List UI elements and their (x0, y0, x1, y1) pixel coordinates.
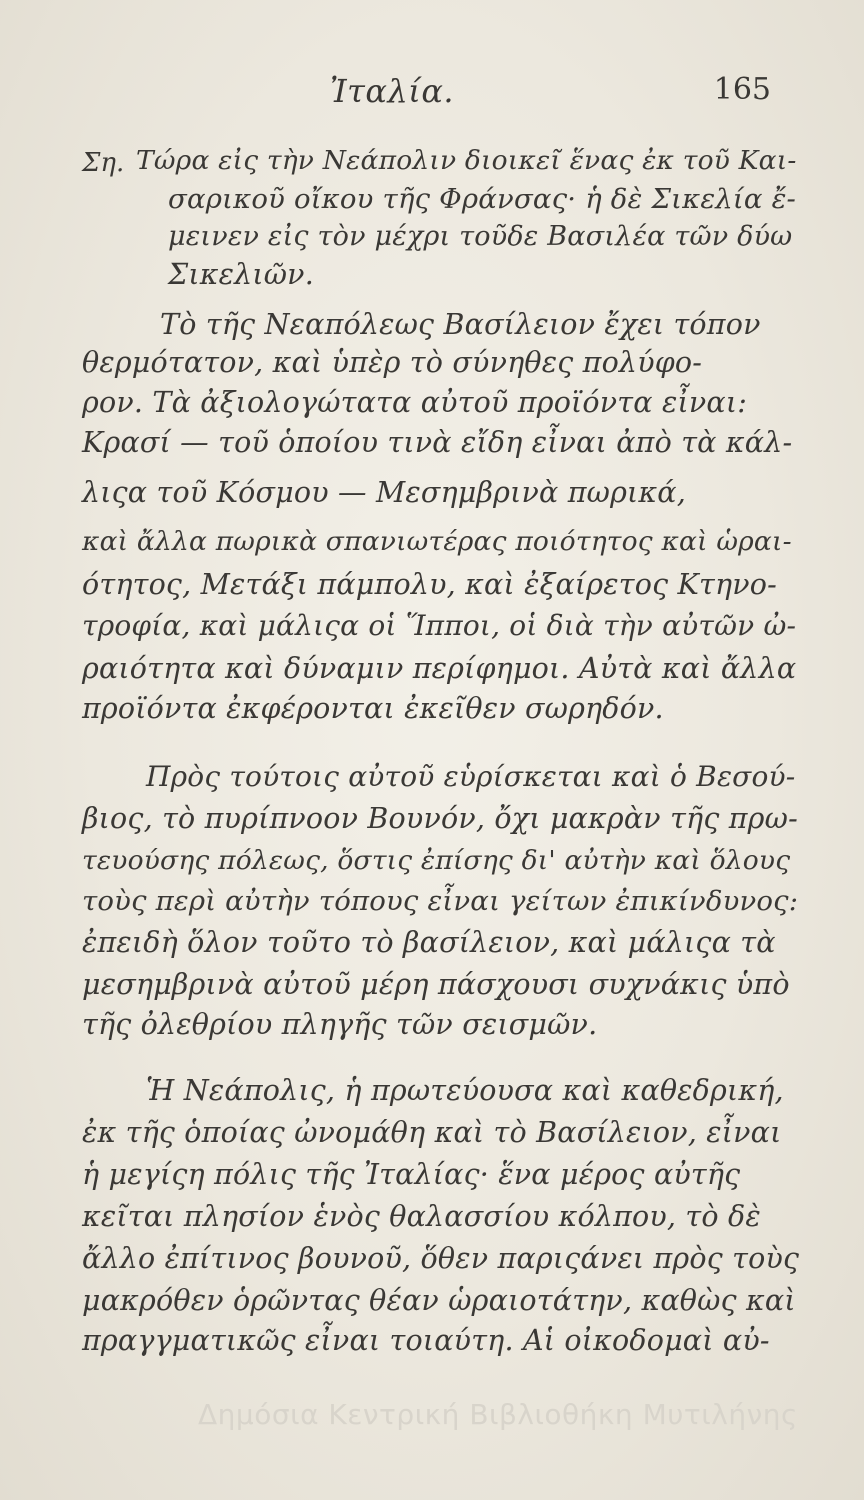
text-line: Τὸ τῆς Νεαπόλεως Βασίλειον ἔχει τόπον (160, 308, 761, 341)
text-line: ότητος, Μετάξι πάμπολυ, καὶ ἐξαίρετος Κτηνο- (82, 568, 777, 601)
text-line: Ἡ Νεάπολις, ἡ πρωτεύουσα καὶ καθεδρική, (146, 1074, 784, 1107)
text-line: Πρὸς τούτοις αὐτοῦ εὑρίσκεται καὶ ὁ Βεσού- (146, 760, 796, 793)
text-line: ἐπειδὴ ὅλον τοῦτο τὸ βασίλειον, καὶ μάλιςα τὰ (82, 926, 776, 959)
text-line: τῆς ὀλεθρίου πληγῆς τῶν σεισμῶν. (82, 1008, 598, 1041)
text-line: λιςα τοῦ Κόσμου — Μεσημβρινὰ πωρικά, (82, 476, 687, 509)
running-head-title: Ἰταλία. (330, 72, 455, 110)
text-line: βιος, τὸ πυρίπνοον Βουνόν, ὄχι μακρὰν τῆς πρω- (82, 802, 798, 835)
text-line: Τώρα εἰς τὴν Νεάπολιν διοικεῖ ἕνας ἐκ τοῦ Και- (136, 145, 797, 176)
text-line: ἄλλο ἐπίτινος βουνοῦ, ὅθεν παριςάνει πρὸς τοὺς (82, 1242, 800, 1275)
text-line: τευούσης πόλεως, ὅστις ἐπίσης δι' αὐτὴν καὶ ὅλους (82, 845, 791, 876)
text-line: καὶ ἄλλα πωρικὰ σπανιωτέρας ποιότητος καὶ ὡραι- (82, 526, 792, 557)
text-line: Κρασί — τοῦ ὁποίου τινὰ εἴδη εἶναι ἀπὸ τὰ κάλ- (82, 426, 793, 459)
page-number: 165 (713, 72, 771, 107)
text-line: μακρόθεν ὁρῶντας θέαν ὡραιοτάτην, καθὼς καὶ (82, 1284, 796, 1317)
text-line: ραιότητα καὶ δύναμιν περίφημοι. Αὐτὰ καὶ ἄλλα (82, 652, 797, 685)
text-line: ἡ μεγίςη πόλις τῆς Ἰταλίας· ἕνα μέρος αὐτῆς (82, 1158, 741, 1191)
text-line: πραγγματικῶς εἶναι τοιαύτη. Αἱ οἰκοδομαὶ αὐ- (82, 1324, 770, 1357)
text-line: μεινεν εἰς τὸν μέχρι τοῦδε Βασιλέα τῶν δύω (168, 221, 793, 252)
text-line: τροφία, καὶ μάλιςα οἱ Ἵπποι, οἱ διὰ τὴν αὐτῶν ὠ- (82, 609, 797, 642)
text-line: θερμότατον, καὶ ὑπὲρ τὸ σύνηθες πολύφο- (82, 346, 703, 379)
text-line: μεσημβρινὰ αὐτοῦ μέρη πάσχουσι συχνάκις ὑπὸ (82, 968, 790, 1001)
text-line: Σικελιῶν. (168, 258, 314, 291)
text-line: ἐκ τῆς ὁποίας ὠνομάθη καὶ τὸ Βασίλειον, εἶναι (82, 1116, 782, 1149)
text-line: προϊόντα ἐκφέρονται ἐκεῖθεν σωρηδόν. (82, 692, 664, 725)
speaker-label: Ση. (82, 148, 125, 178)
text-line: τοὺς περὶ αὐτὴν τόπους εἶναι γείτων ἐπικίνδυνος: (82, 885, 799, 917)
text-line: κεῖται πλησίον ἑνὸς θαλασσίου κόλπου, τὸ δὲ (82, 1200, 761, 1233)
text-line: ρον. Τὰ ἀξιολογώτατα αὐτοῦ προϊόντα εἶναι: (82, 386, 747, 419)
text-line: σαρικοῦ οἴκου τῆς Φράνσας· ἡ δὲ Σικελία ἔ- (168, 183, 797, 215)
library-watermark: Δημόσια Κεντρική Βιβλιοθήκη Μυτιλήνης (198, 1398, 798, 1431)
